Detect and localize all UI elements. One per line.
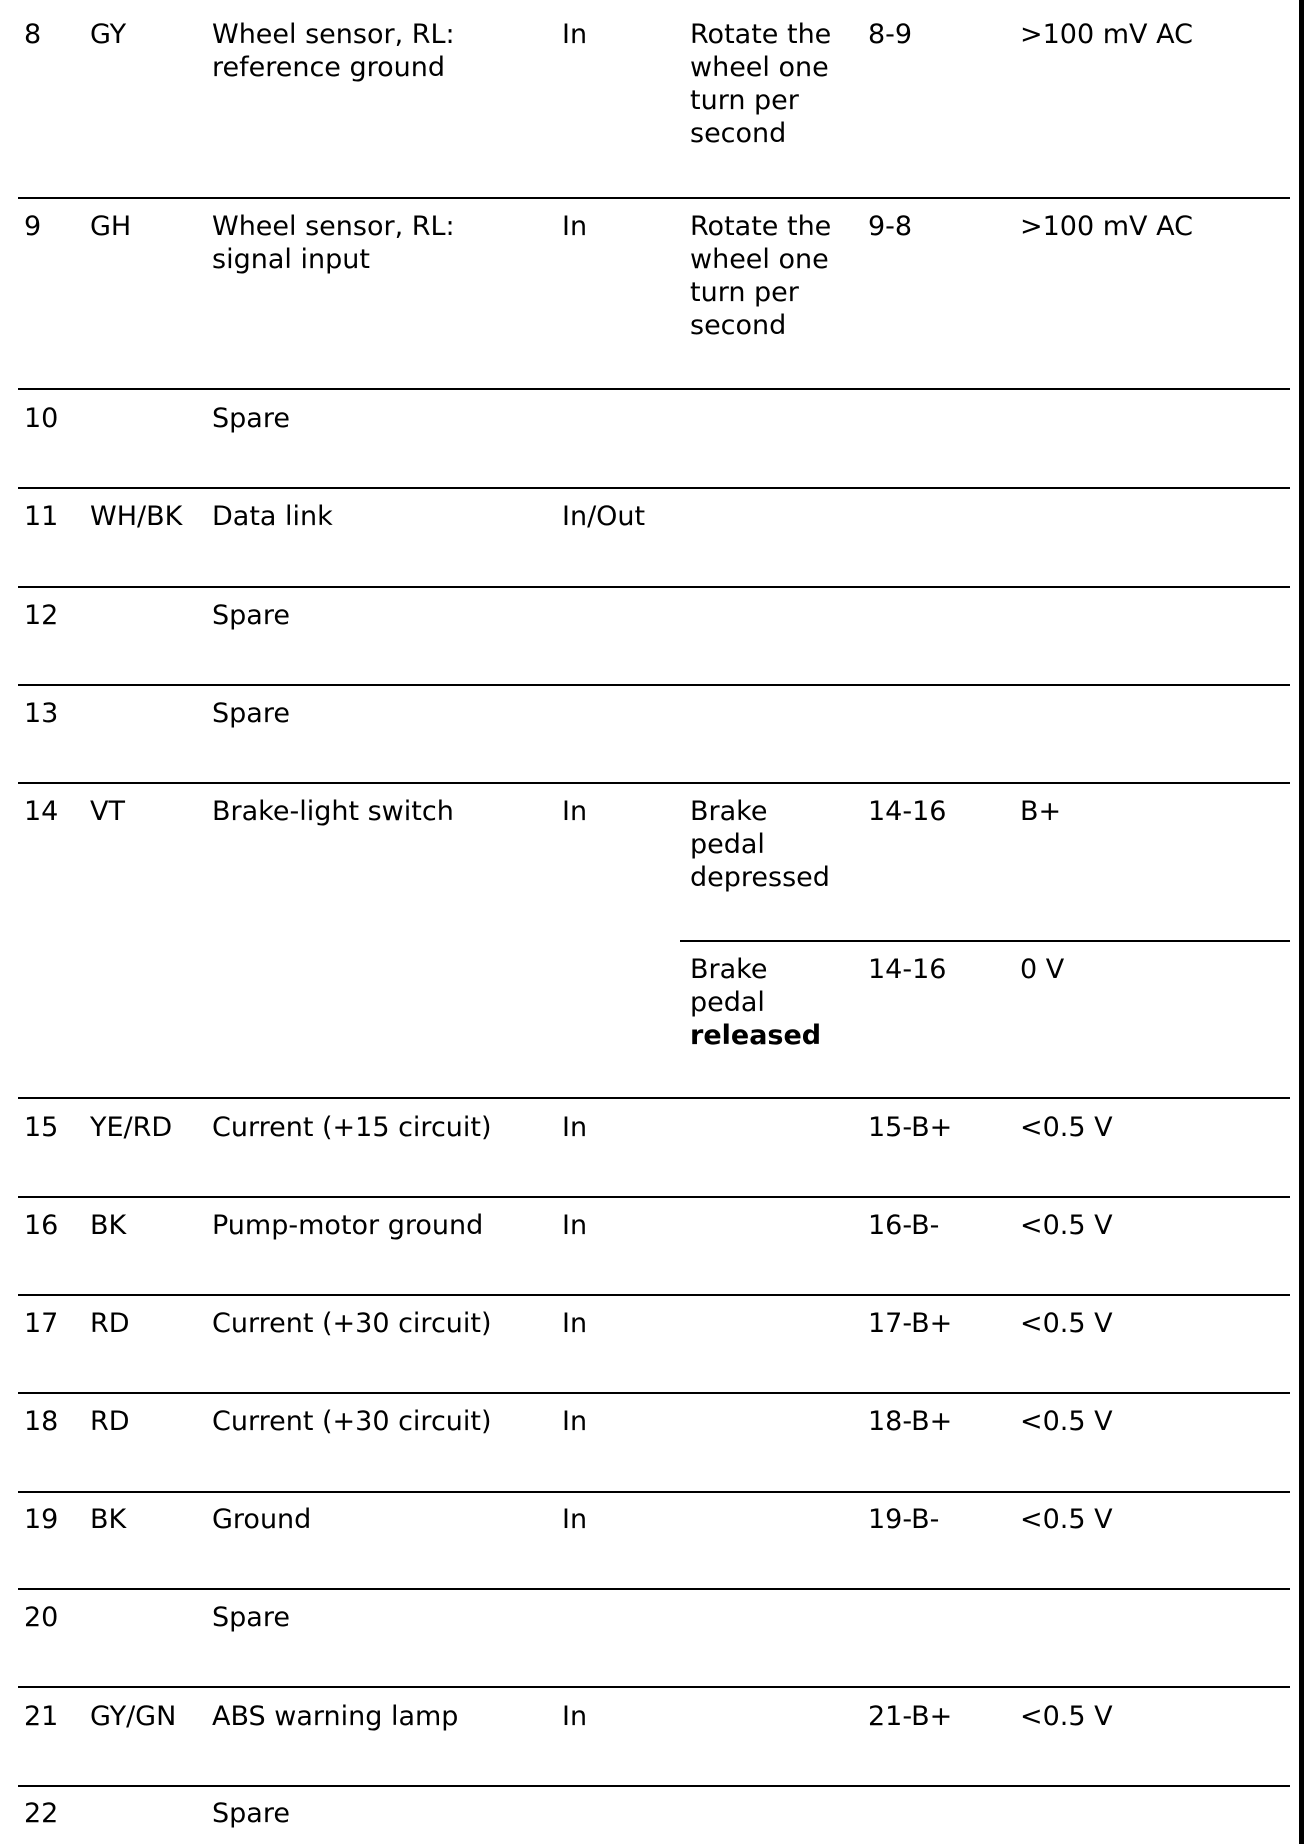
condition-line: Rotate the	[690, 211, 832, 242]
nominal-value: 0 V	[1020, 954, 1065, 985]
direction: In	[562, 796, 588, 827]
row-divider	[18, 1294, 1290, 1296]
description: Current (+30 circuit)	[212, 1406, 492, 1437]
description: Spare	[212, 1798, 290, 1829]
test-condition	[690, 795, 850, 894]
description	[212, 210, 455, 276]
direction: In	[562, 1504, 588, 1535]
nominal-value: >100 mV AC	[1020, 211, 1193, 242]
pin-number: 10	[24, 403, 59, 434]
condition-line: released	[690, 1020, 822, 1051]
measure-points: 15-B+	[868, 1112, 953, 1143]
description: Current (+15 circuit)	[212, 1112, 492, 1143]
nominal-value: <0.5 V	[1020, 1308, 1113, 1339]
pin-number: 17	[24, 1308, 59, 1339]
direction: In	[562, 1406, 588, 1437]
wire-color: RD	[90, 1406, 130, 1437]
description-line: Wheel sensor, RL:	[212, 211, 455, 242]
condition-line: second	[690, 310, 787, 341]
measure-points: 9-8	[868, 211, 913, 242]
row-divider	[18, 1785, 1290, 1787]
nominal-value: <0.5 V	[1020, 1112, 1113, 1143]
nominal-value: <0.5 V	[1020, 1504, 1113, 1535]
pin-number: 20	[24, 1602, 59, 1633]
direction: In	[562, 211, 588, 242]
test-condition	[690, 210, 850, 342]
wire-color: BK	[90, 1210, 127, 1241]
direction: In	[562, 1112, 588, 1143]
description: Spare	[212, 600, 290, 631]
row-divider	[18, 487, 1290, 489]
description-line: signal input	[212, 244, 370, 275]
pin-number: 9	[24, 211, 42, 242]
test-condition	[690, 953, 850, 1052]
direction: In	[562, 1210, 588, 1241]
nominal-value: <0.5 V	[1020, 1210, 1113, 1241]
direction: In	[562, 19, 588, 50]
page-right-border	[1299, 0, 1304, 1844]
measure-points: 16-B-	[868, 1210, 940, 1241]
row-divider	[18, 197, 1290, 199]
condition-line: wheel one	[690, 244, 829, 275]
description: Ground	[212, 1504, 312, 1535]
row-divider	[18, 1491, 1290, 1493]
description: Data link	[212, 501, 333, 532]
wire-color: BK	[90, 1504, 127, 1535]
sub-row-divider	[680, 940, 1290, 942]
row-divider	[18, 782, 1290, 784]
measure-points: 14-16	[868, 954, 947, 985]
row-divider	[18, 388, 1290, 390]
condition-line: turn per	[690, 277, 799, 308]
wire-color: YE/RD	[90, 1112, 173, 1143]
measure-points: 19-B-	[868, 1504, 940, 1535]
pin-number: 12	[24, 600, 59, 631]
measure-points: 18-B+	[868, 1406, 953, 1437]
description	[212, 18, 455, 84]
row-divider	[18, 684, 1290, 686]
test-condition	[690, 18, 850, 150]
direction: In/Out	[562, 501, 646, 532]
row-divider	[18, 1097, 1290, 1099]
wire-color: WH/BK	[90, 501, 183, 532]
measure-points: 17-B+	[868, 1308, 953, 1339]
measure-points: 8-9	[868, 19, 913, 50]
pin-number: 18	[24, 1406, 59, 1437]
wire-color: GH	[90, 211, 132, 242]
row-divider	[18, 1392, 1290, 1394]
wire-color: GY	[90, 19, 127, 50]
pin-number: 21	[24, 1701, 59, 1732]
direction: In	[562, 1308, 588, 1339]
condition-line: Brake	[690, 796, 768, 827]
row-divider	[18, 586, 1290, 588]
pin-number: 13	[24, 698, 59, 729]
description: Spare	[212, 1602, 290, 1633]
condition-line: pedal	[690, 829, 765, 860]
pin-number: 8	[24, 19, 42, 50]
pin-number: 15	[24, 1112, 59, 1143]
pin-number: 11	[24, 501, 59, 532]
condition-line: depressed	[690, 862, 830, 893]
condition-line: second	[690, 118, 787, 149]
pin-number: 16	[24, 1210, 59, 1241]
row-divider	[18, 1588, 1290, 1590]
pin-number: 14	[24, 796, 59, 827]
description: Pump-motor ground	[212, 1210, 484, 1241]
measure-points: 14-16	[868, 796, 947, 827]
condition-line: Rotate the	[690, 19, 832, 50]
condition-line: Brake	[690, 954, 768, 985]
condition-line: pedal	[690, 987, 765, 1018]
measure-points: 21-B+	[868, 1701, 953, 1732]
condition-line: turn per	[690, 85, 799, 116]
direction: In	[562, 1701, 588, 1732]
description: Current (+30 circuit)	[212, 1308, 492, 1339]
description: Spare	[212, 403, 290, 434]
nominal-value: <0.5 V	[1020, 1406, 1113, 1437]
description: Spare	[212, 698, 290, 729]
nominal-value: >100 mV AC	[1020, 19, 1193, 50]
row-divider	[18, 1686, 1290, 1688]
wire-color: RD	[90, 1308, 130, 1339]
description: ABS warning lamp	[212, 1701, 459, 1732]
wire-color: VT	[90, 796, 125, 827]
nominal-value: <0.5 V	[1020, 1701, 1113, 1732]
condition-line: wheel one	[690, 52, 829, 83]
description: Brake-light switch	[212, 796, 454, 827]
wire-color: GY/GN	[90, 1701, 177, 1732]
description-line: Wheel sensor, RL:	[212, 19, 455, 50]
pin-number: 19	[24, 1504, 59, 1535]
nominal-value: B+	[1020, 796, 1062, 827]
row-divider	[18, 1196, 1290, 1198]
pin-number: 22	[24, 1798, 59, 1829]
description-line: reference ground	[212, 52, 446, 83]
